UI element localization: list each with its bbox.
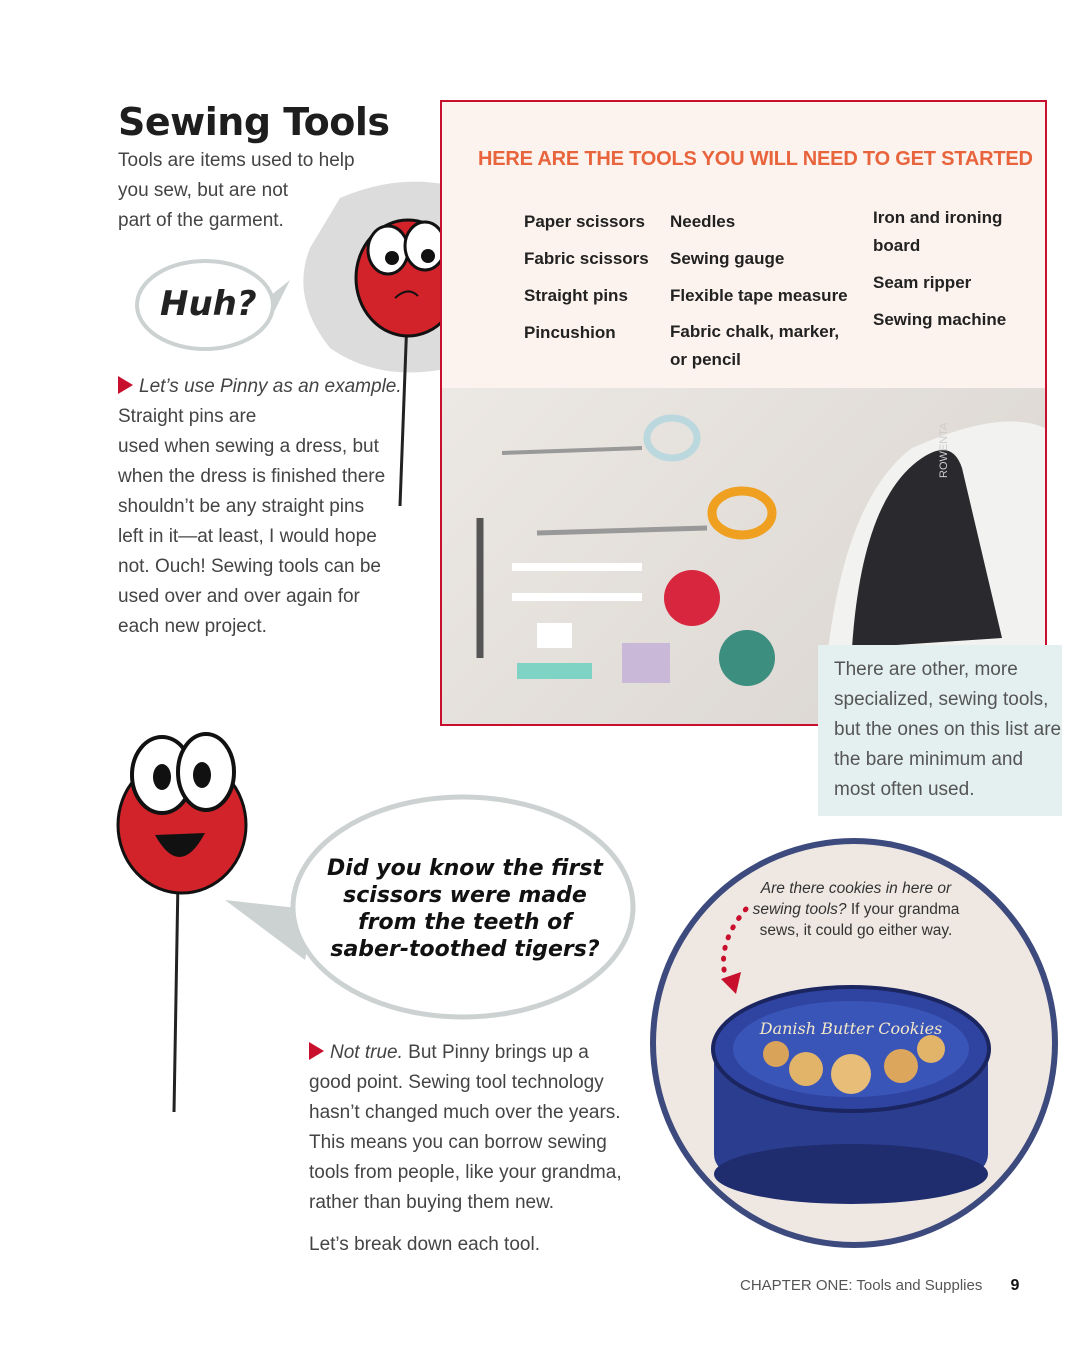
paragraph-line: when the dress is finished there (118, 466, 386, 487)
paragraph-line: left in it—at least, I would hope (118, 526, 377, 547)
specialized-tools-note: There are other, more specialized, sewing tools, but the ones on this list are the bare minimum and most often used. (818, 645, 1062, 816)
tools-column-2 (670, 203, 855, 374)
tool-item: Straight pins (524, 286, 628, 305)
paragraph-line: used when sewing a dress, but (118, 436, 379, 457)
intro-line: you sew, but are not (118, 180, 289, 201)
tools-column-1 (524, 203, 649, 351)
paragraph-text: But Pinny brings up a good point. Sewing tool technology hasn’t changed much over the years. This means you can borrow sewing tools from people, like your grandma, rather than buying them new. (309, 1042, 622, 1213)
paragraph-line: each new project. (118, 616, 267, 637)
paragraph-line: used over and over again for (118, 586, 360, 607)
chapter-label: CHAPTER ONE: Tools and Supplies (740, 1277, 983, 1294)
tool-item: Fabric scissors (524, 249, 649, 268)
paragraph-lead: Let’s use Pinny as an example. (139, 376, 402, 397)
tool-item: Sewing machine (873, 310, 1007, 329)
huh-text: Huh? (160, 284, 257, 324)
page-number: 9 (1010, 1277, 1020, 1294)
caption-italic: Are there cookies in here or sewing tools? (752, 880, 952, 918)
tool-item: Fabric chalk, marker, or pencil (670, 322, 840, 369)
paragraph-line: Straight pins are (118, 406, 257, 427)
tools-heading: HERE ARE THE TOOLS YOU WILL NEED TO GET STARTED (478, 148, 1033, 170)
intro-line: Tools are items used to help (118, 150, 355, 171)
page-footer (740, 1277, 1019, 1295)
tool-item: Pincushion (524, 323, 616, 342)
red-triangle-icon (309, 1042, 324, 1060)
cookie-tin-circle (650, 838, 1058, 1248)
tools-column-3 (873, 204, 1023, 334)
cookie-tin-illustration (656, 844, 1056, 1244)
tool-item: Sewing gauge (670, 249, 785, 268)
tool-item: Flexible tape measure (670, 286, 848, 305)
red-triangle-icon (118, 376, 133, 394)
tin-label: Danish Butter Cookies (759, 1019, 943, 1038)
caption-text: If your grandma sews, it could go either way. (759, 901, 960, 939)
tool-item: Iron and ironing board (873, 208, 1003, 255)
intro-line: part of the garment. (118, 210, 284, 231)
tool-item: Paper scissors (524, 212, 645, 231)
page-title: Sewing Tools (118, 100, 390, 144)
not-true-paragraph (309, 1038, 629, 1218)
paragraph-lead: Not true. (330, 1042, 403, 1063)
iron-brand-label: ROWENTA (938, 422, 950, 478)
tool-item: Needles (670, 212, 736, 231)
paragraph-line: shouldn’t be any straight pins (118, 496, 365, 517)
break-down-text: Let’s break down each tool. (309, 1234, 540, 1255)
paragraph-line: not. Ouch! Sewing tools can be (118, 556, 381, 577)
tool-item: Seam ripper (873, 273, 972, 292)
pinny-example-paragraph (118, 372, 418, 642)
did-you-know-text: Did you know the first scissors were made from the teeth of saber-toothed tigers? (327, 856, 603, 962)
